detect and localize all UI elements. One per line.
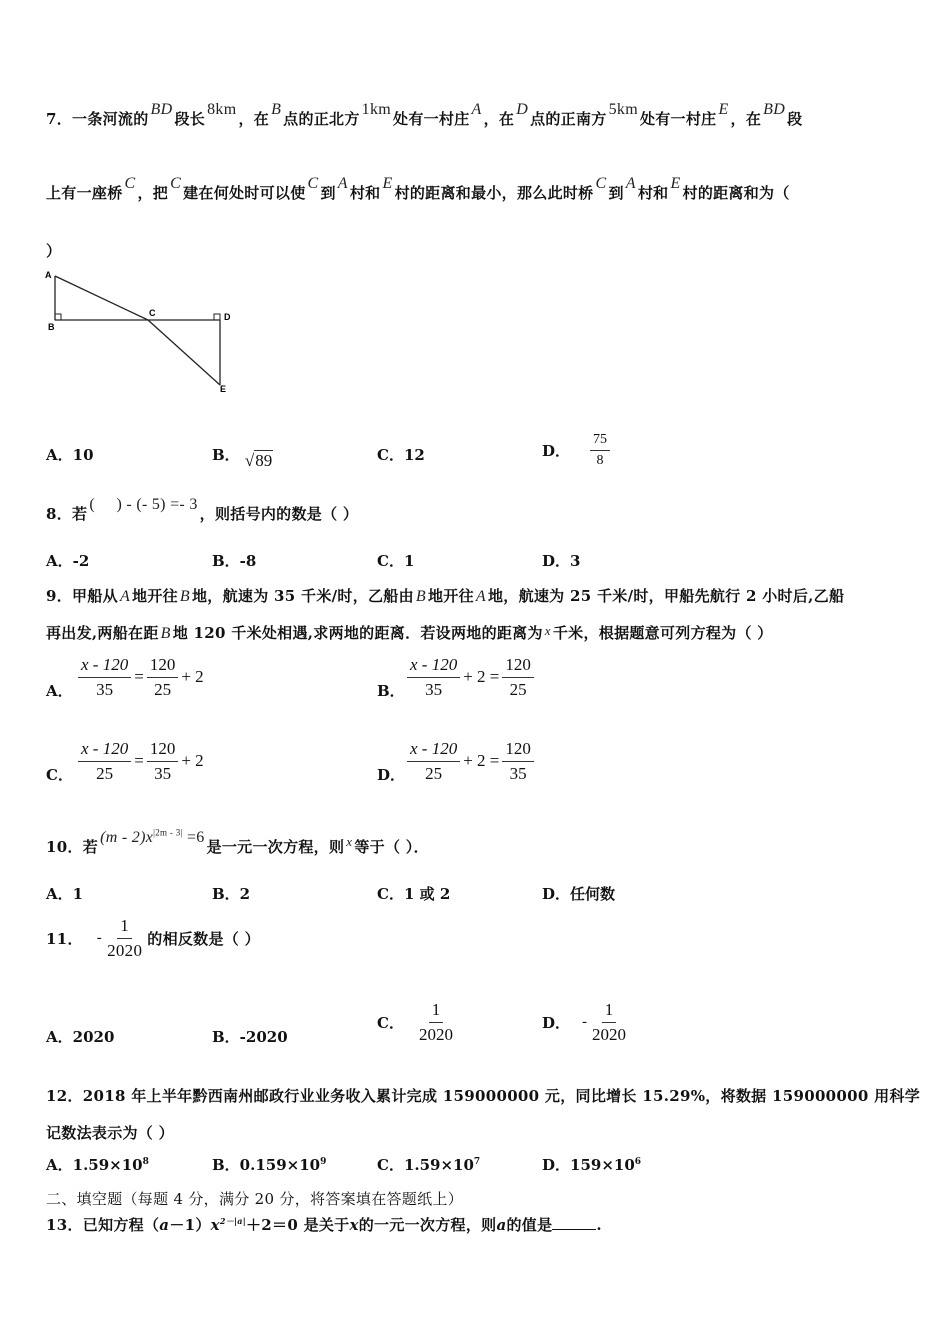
q7-line3: ） [46, 242, 62, 260]
q8-line: 8．若( ) - (- 5) =- 3，则括号内的数是（ ） [46, 496, 359, 523]
q9-option-b[interactable]: B． [377, 682, 405, 700]
sqrt-symbol: √ [244, 451, 255, 470]
q9-option-a[interactable]: A． [46, 682, 73, 700]
label-b: B [48, 322, 55, 332]
q10-option-d[interactable]: D．任何数 [542, 885, 616, 903]
q7-option-d[interactable]: D． $\frac{75}{8}$ [542, 432, 610, 469]
segment-ce [148, 320, 220, 385]
q7-line1: 7．一条河流的BD段长8km，在B点的正北方1km处有一村庄A，在D点的正南方5km处有一村庄E，在BD段 [46, 101, 803, 128]
q11-option-c[interactable]: C． $\frac{1}{2020}$ [377, 1000, 453, 1044]
q8-expression: ( ) - (- 5) =- 3 [89, 496, 198, 513]
q12-option-a[interactable]: A．$1.59\times 10^8$ [46, 1156, 149, 1174]
q7-d-fraction: $\frac{75}{8}$ [590, 432, 610, 469]
q12-line1: 12．2018 年上半年黔西南州邮政行业业务收入累计完成 159000000 元，同比增长 15.29%，将数据 159000000 用科学 [46, 1087, 921, 1105]
q9-equation-c: $\frac{x - 120}{25}$ = $\frac{120}{35}$ + 2 [78, 739, 207, 783]
q9-line1: 9．甲船从 A 地开往 B 地，航速为 35 千米/时，乙船由 B 地开往 A 地，航速为 25 千米/时，甲船先航行 2 小时后,乙船 [46, 587, 845, 605]
q7-option-a[interactable]: A．10 [46, 446, 94, 464]
q7-option-c[interactable]: C．12 [377, 446, 425, 464]
sqrt-radicand: 89 [255, 451, 273, 470]
label-d: D [224, 312, 231, 322]
q7-figure [40, 268, 240, 398]
section-heading-fill-in: 二、填空题（每题 4 分，满分 20 分，将答案填在答题纸上） [46, 1190, 464, 1208]
q8-option-c[interactable]: C．1 [377, 552, 415, 570]
q12-option-b[interactable]: B．$0.159\times 10^9$ [212, 1156, 327, 1174]
q9-equation-b: $\frac{x - 120}{35}$ + 2 = $\frac{120}{25}$ [407, 655, 534, 699]
q12-line2: 记数法表示为（ ） [46, 1124, 174, 1142]
q9-equation-a: $\frac{x - 120}{35}$ = $\frac{120}{25}$ + 2 [78, 655, 207, 699]
q9-option-c[interactable]: C． [46, 766, 73, 784]
q11-option-b[interactable]: B．-2020 [212, 1028, 288, 1046]
q12-option-d[interactable]: D．$159\times 10^6$ [542, 1156, 642, 1174]
q10-option-c[interactable]: C．1 或 2 [377, 885, 451, 903]
q9-option-d[interactable]: D． [377, 766, 406, 784]
q10-option-b[interactable]: B．2 [212, 885, 251, 903]
q10-option-a[interactable]: A．1 [46, 885, 84, 903]
q11-fraction: $\frac{1}{2020}$ [107, 916, 143, 960]
q11-line: 11． - $\frac{1}{2020}$ 的相反数是（ ） [46, 916, 260, 960]
q12-option-c[interactable]: C．$1.59\times 10^7$ [377, 1156, 481, 1174]
label-c: C [149, 308, 156, 318]
q10-expression: $(m - 2)x^{|2m - 3|} =6$ [100, 827, 205, 846]
q9-line2: 再出发,两船在距 B 地 120 千米处相遇,求两地的距离．若设两地的距离为 x 千米，根据题意可列方程为（ ） [46, 623, 773, 642]
q8-option-a[interactable]: A．-2 [46, 552, 90, 570]
q8-option-d[interactable]: D．3 [542, 552, 581, 570]
q7-line2: 上有一座桥C，把C建在何处时可以使C到A村和E村的距离和最小，那么此时桥C到A村和E村的距离和为（ [46, 175, 790, 202]
q10-line: 10．若$(m - 2)x^{|2m - 3|} =6$是一元一次方程，则 x 等于（ ）． [46, 827, 429, 856]
q13-line: 13．已知方程$(a-1)x^{2-|a|}+2=0$ 是关于x的一元一次方程，则a的值是 . [46, 1216, 602, 1234]
right-angle-b [55, 314, 61, 320]
q13-answer-blank[interactable] [552, 1217, 596, 1230]
segment-ac [55, 276, 148, 320]
label-a: A [45, 270, 52, 280]
label-e: E [220, 384, 227, 394]
q7-option-b[interactable]: B． √89 [212, 446, 273, 470]
right-angle-d [214, 314, 220, 320]
q8-option-b[interactable]: B．-8 [212, 552, 257, 570]
q11-option-d[interactable]: D． - $\frac{1}{2020}$ [542, 1000, 627, 1044]
q11-option-a[interactable]: A．2020 [46, 1028, 115, 1046]
q9-equation-d: $\frac{x - 120}{25}$ + 2 = $\frac{120}{35}$ [407, 739, 534, 783]
